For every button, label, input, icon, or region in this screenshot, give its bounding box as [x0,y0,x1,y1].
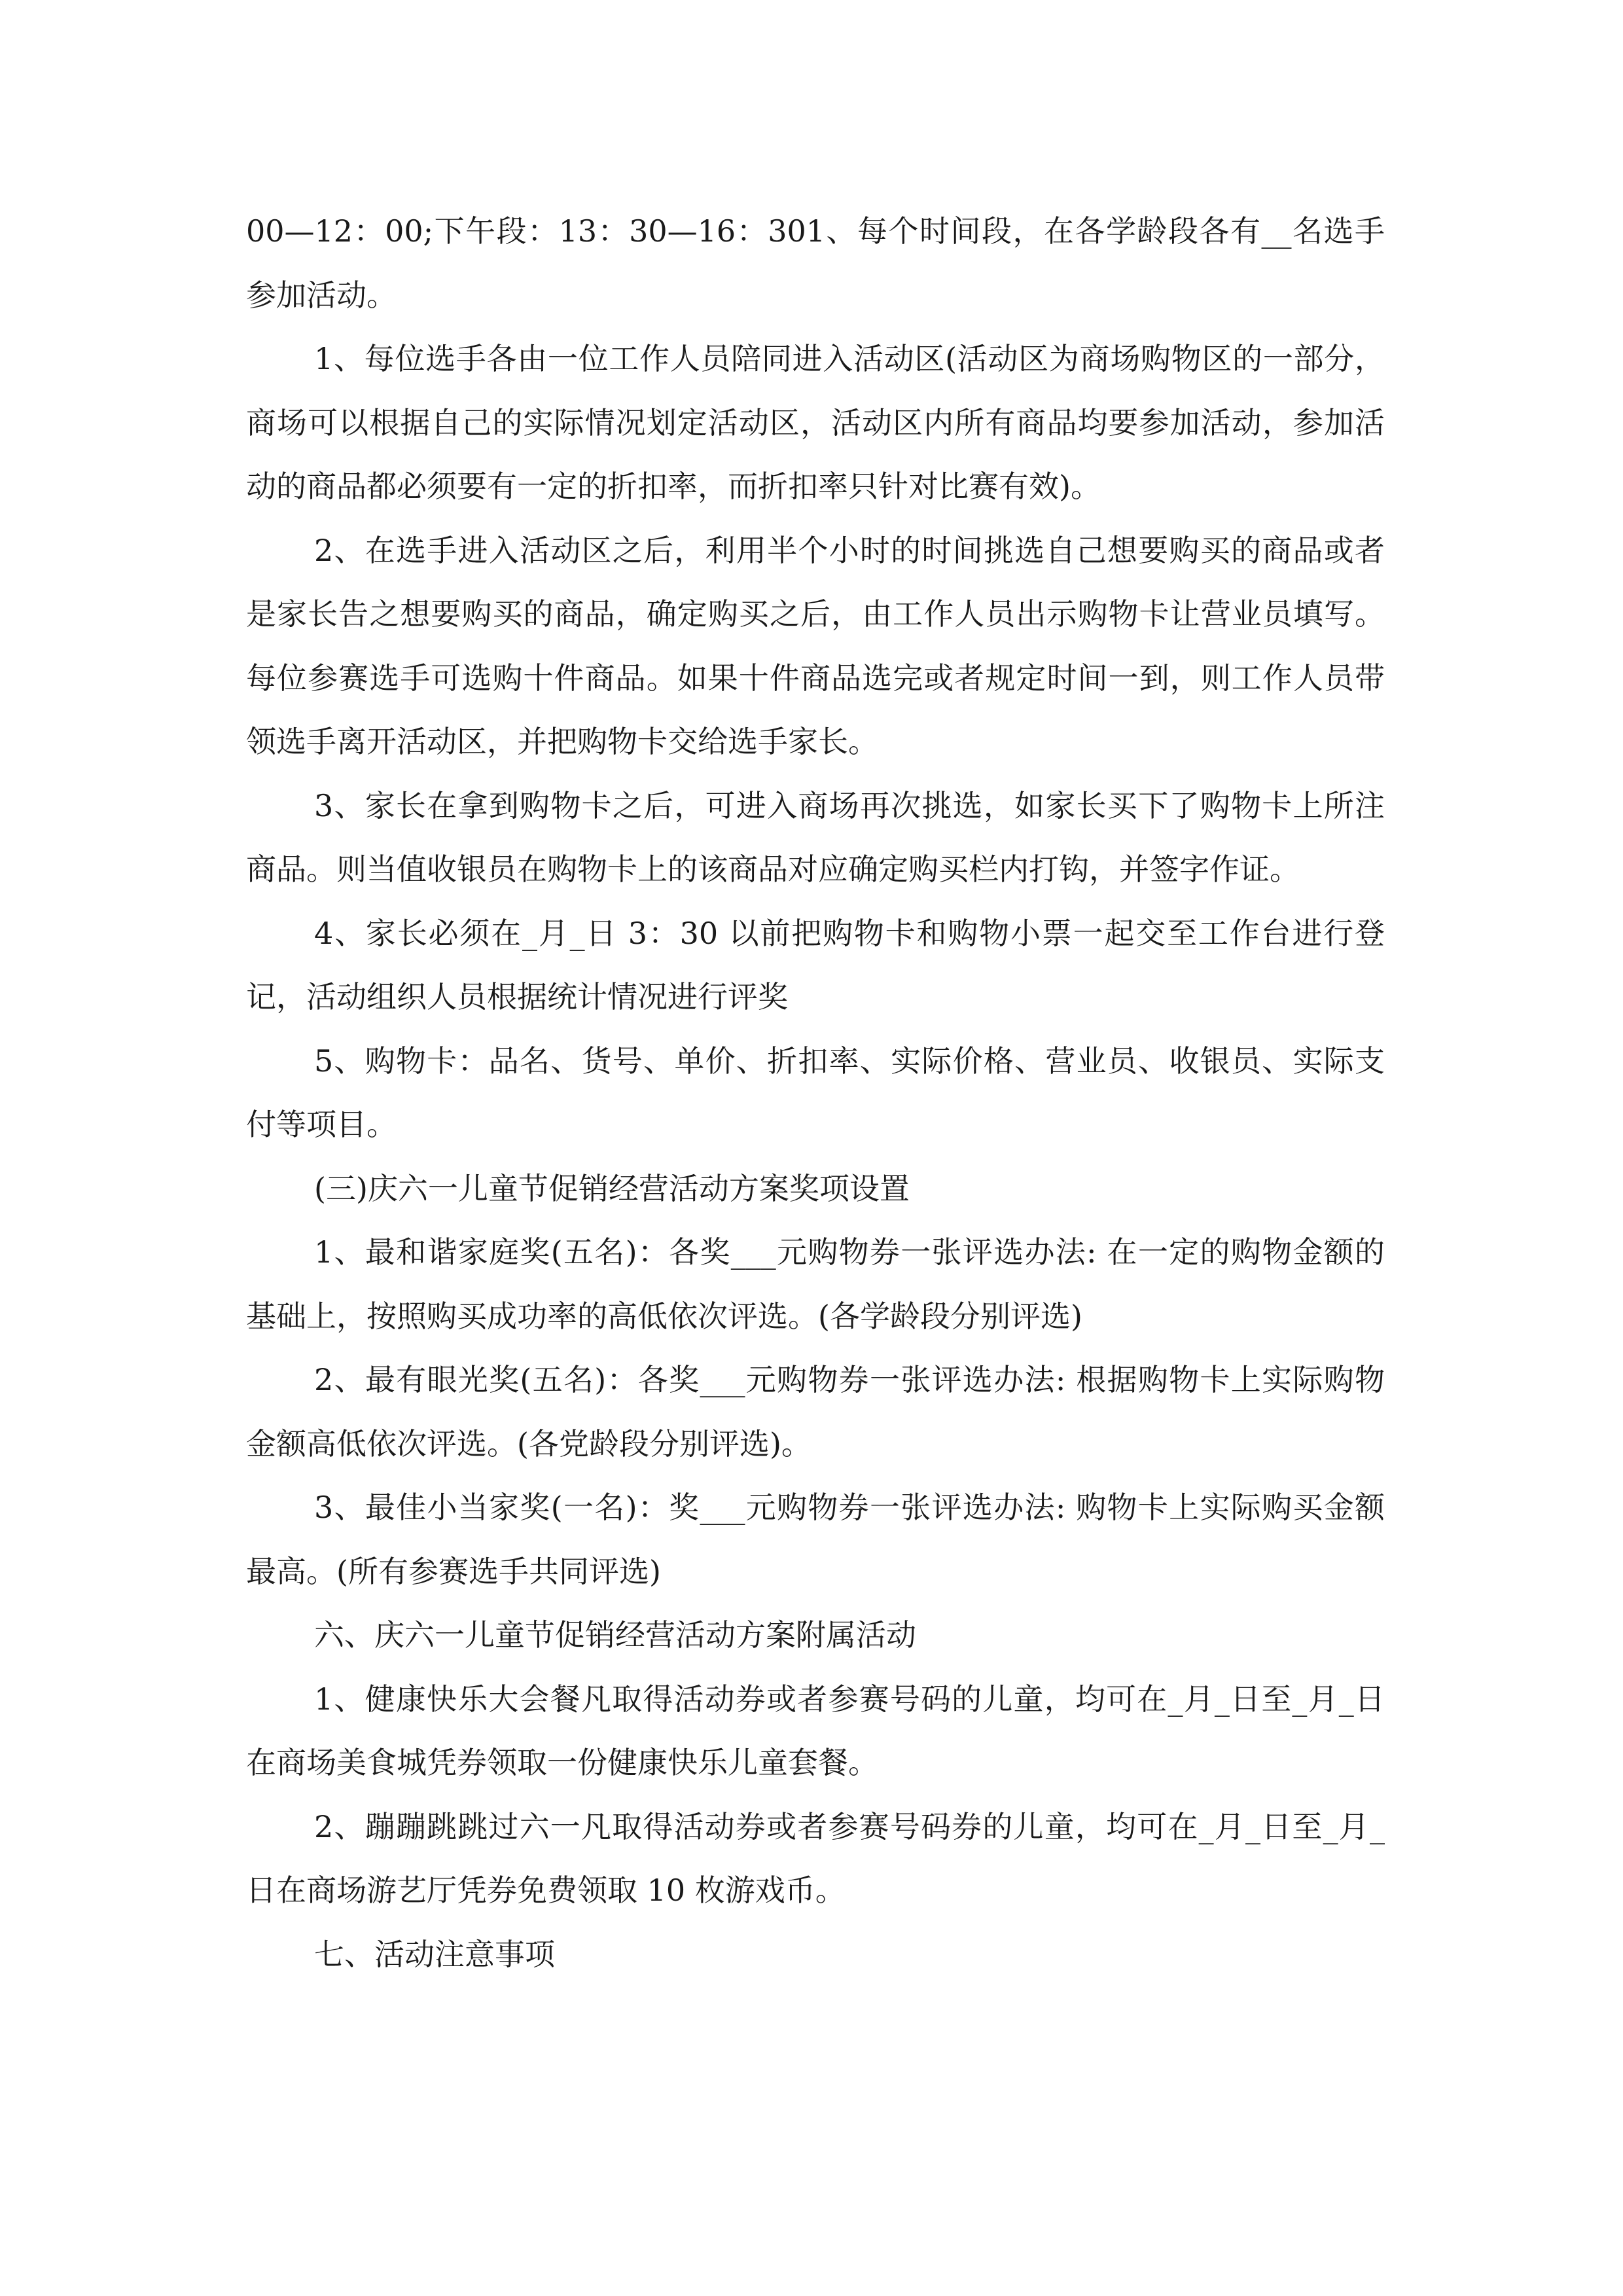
paragraph-side-activity-2: 2、蹦蹦跳跳过六一凡取得活动券或者参赛号码券的儿童，均可在_月_日至_月_日在商场游艺厅凭券免费领取 10 枚游戏币。 [246,1808,1385,1908]
paragraph-award-3: 3、最佳小当家奖(一名)：奖___元购物券一张评选办法: 购物卡上实际购买金额最高。(所有参赛选手共同评选) [246,1490,1385,1589]
section-heading-awards: (三)庆六一儿童节促销经营活动方案奖项设置 [314,1170,910,1206]
paragraph-award-2: 2、最有眼光奖(五名)：各奖___元购物券一张评选办法: 根据购物卡上实际购物金额高低依次评选。(各党龄段分别评选)。 [246,1362,1385,1462]
paragraph-rule-2: 2、在选手进入活动区之后，利用半个小时的时间挑选自己想要购买的商品或者是家长告之想要购买的商品，确定购买之后，由工作人员出示购物卡让营业员填写。每位参赛选手可选购十件商品。如果十件商品选完或者规定时间一到，则工作人员带领选手离开活动区，并把购物卡交给选手家长。 [246,532,1385,759]
paragraph-rule-3: 3、家长在拿到购物卡之后，可进入商场再次挑选，如家长买下了购物卡上所注商品。则当值收银员在购物卡上的该商品对应确定购买栏内打钩，并签字作证。 [246,787,1385,887]
paragraph-rule-4: 4、家长必须在_月_日 3：30 以前把购物卡和购物小票一起交至工作台进行登记，活动组织人员根据统计情况进行评奖 [246,915,1385,1014]
document-body [246,200,1385,1986]
section-heading-side-activities: 六、庆六一儿童节促销经营活动方案附属活动 [314,1617,916,1653]
section-heading-notes: 七、活动注意事项 [314,1936,555,1972]
paragraph-side-activity-1: 1、健康快乐大会餐凡取得活动券或者参赛号码的儿童，均可在_月_日至_月_日在商场美食城凭券领取一份健康快乐儿童套餐。 [246,1681,1385,1780]
paragraph-time-slots: 00—12：00;下午段：13：30—16：301、每个时间段，在各学龄段各有__名选手参加活动。 [246,213,1385,313]
paragraph-rule-1: 1、每位选手各由一位工作人员陪同进入活动区(活动区为商场购物区的一部分，商场可以根据自己的实际情况划定活动区，活动区内所有商品均要参加活动，参加活动的商品都必须要有一定的折扣率，而折扣率只针对比赛有效)。 [246,341,1385,504]
paragraph-rule-5: 5、购物卡：品名、货号、单价、折扣率、实际价格、营业员、收银员、实际支付等项目。 [246,1043,1385,1142]
paragraph-award-1: 1、最和谐家庭奖(五名)：各奖___元购物券一张评选办法: 在一定的购物金额的基础上，按照购买成功率的高低依次评选。(各学龄段分别评选) [246,1234,1385,1334]
